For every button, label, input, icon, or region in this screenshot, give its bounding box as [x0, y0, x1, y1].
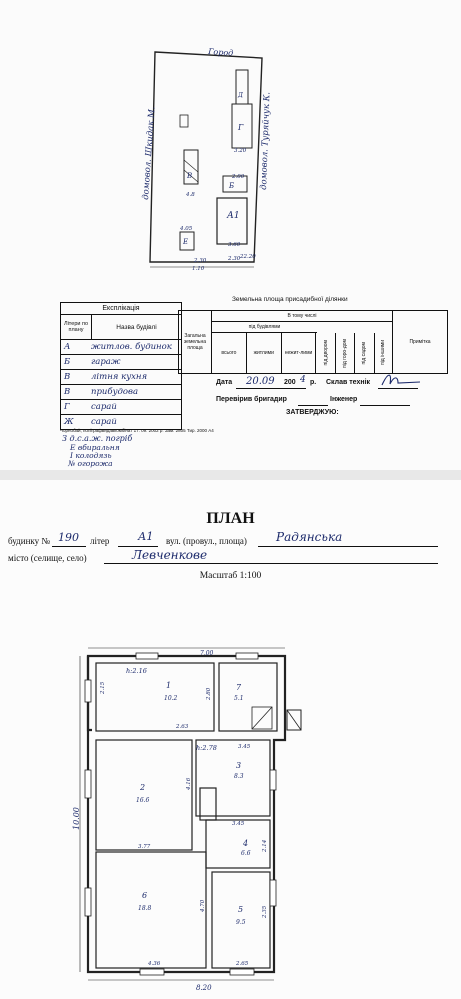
- dim-2-63: 2.63: [176, 724, 189, 730]
- row-letter: В: [64, 387, 71, 397]
- row-name: прибудова: [91, 387, 139, 397]
- letter-d: Д: [238, 92, 243, 99]
- extra-line-4: № огорожа: [68, 459, 113, 468]
- dim-3-60: 3.60: [228, 242, 241, 248]
- dim-4-70: 4.70: [200, 899, 206, 912]
- dim-v-label: 4.8: [186, 192, 195, 198]
- ceiling-h2: h:2.78: [196, 744, 217, 752]
- dim-22-20: 22.20: [240, 254, 256, 260]
- room-2-area: 16.6: [136, 797, 150, 804]
- row-name: гараж: [91, 357, 121, 367]
- date-value: 20.09: [246, 376, 275, 387]
- room-2-number: 2: [140, 783, 146, 792]
- room-7: [219, 663, 277, 731]
- room-4-area: 6.6: [241, 850, 251, 857]
- letter-e: Е: [183, 238, 189, 246]
- extra-line-3: І колодязь: [70, 451, 112, 460]
- dim-2-80: 2.80: [206, 687, 212, 700]
- total-height-dim: 10.00: [72, 807, 81, 830]
- room-2b: [200, 788, 216, 820]
- dim-3-20: 3.20: [234, 148, 247, 154]
- dim-3-45: 3.45: [238, 744, 251, 750]
- letter-label: літер: [90, 536, 110, 546]
- row-name: літня кухня: [91, 372, 148, 382]
- dim-side-2: 2.30: [194, 258, 207, 264]
- row-letter: Б: [64, 357, 71, 367]
- room-1-area: 10.2: [164, 695, 178, 702]
- city-value: Левченкове: [132, 548, 208, 562]
- row-letter: А: [64, 342, 71, 352]
- composed-label: Склав технік: [326, 379, 371, 386]
- window: [270, 770, 276, 790]
- dim-2-35: 2.35: [262, 905, 268, 918]
- window: [230, 969, 254, 975]
- ceiling-h1: h:2.16: [126, 667, 147, 675]
- letter-v: В: [187, 172, 193, 180]
- room-4-number: 4: [243, 839, 249, 848]
- top-width-dim: 7.00: [200, 650, 214, 657]
- col-total: Загальна земельна площа: [179, 311, 212, 373]
- extra-line-1: З д.с.а.ж. погріб: [62, 434, 133, 443]
- printer-line: Чорнобай, поліграфвидавкомбінат 17. 09. 2002 р. Зам. 2805 Тир. 2000 А4: [60, 428, 214, 433]
- dim-2-14: 2.14: [262, 839, 268, 852]
- col-other: під іншими: [380, 340, 387, 366]
- neighbor-left-label: домовол. Шкидак М.: [141, 106, 158, 201]
- room-5-area: 9.5: [236, 919, 246, 926]
- room-3-number: 3: [236, 761, 242, 770]
- col-name-header: Назва будівлі: [116, 323, 157, 331]
- window: [85, 888, 91, 916]
- col-orchard: під садом: [355, 333, 374, 373]
- room-4: [206, 820, 270, 868]
- street-field-label: вул. (провул., площа): [166, 536, 247, 546]
- row-name: житлов. будинок: [91, 342, 172, 352]
- house-number: 190: [58, 531, 79, 544]
- land-area-title: Земельна площа присадибної ділянки: [232, 296, 348, 303]
- dim-4-05: 4.05: [180, 226, 193, 232]
- total-width-dim: 8.20: [196, 984, 212, 992]
- letter-a1: А1: [227, 211, 240, 221]
- room-3-area: 8.3: [234, 773, 244, 780]
- window: [85, 770, 91, 798]
- house-label: будинку №: [8, 536, 50, 546]
- dim-3-77: 3.77: [138, 844, 151, 850]
- dim-2-30: 2.30: [228, 256, 241, 262]
- street-value: Радянська: [276, 530, 343, 544]
- room-1-number: 1: [166, 681, 172, 690]
- window: [136, 653, 158, 659]
- row-name: сарай: [91, 417, 117, 427]
- room-6-area: 18.8: [138, 905, 152, 912]
- year-end: р.: [310, 379, 317, 386]
- row-letter: Г: [64, 402, 70, 412]
- room-7-number: 7: [236, 683, 242, 692]
- room-2: [96, 740, 192, 850]
- letter-g: Г: [238, 123, 244, 132]
- plan-title: ПЛАН: [206, 510, 255, 527]
- street-label: Город: [207, 47, 234, 58]
- dim-2-65: 2.65: [236, 961, 249, 967]
- approve-label: ЗАТВЕРДЖУЮ:: [286, 409, 339, 416]
- year-suffix: 4: [300, 375, 306, 385]
- including-header: В тому числі: [212, 311, 392, 322]
- room-1: [96, 663, 214, 731]
- col-note: Примітка: [409, 339, 431, 345]
- dim-1-10: 1.10: [192, 266, 205, 272]
- engineer-label: Інженер: [330, 396, 358, 403]
- dim-3-45b: 3.45: [232, 821, 245, 827]
- dim-4-36: 4.36: [148, 961, 161, 967]
- outer-wall: [88, 656, 285, 972]
- window: [85, 680, 91, 702]
- room-7-area: 5.1: [234, 695, 244, 702]
- window: [270, 880, 276, 906]
- scale-text: Масштаб 1:100: [199, 571, 262, 581]
- letter-b: Б: [229, 182, 235, 190]
- row-letter: Ж: [64, 417, 74, 427]
- extra-line-2: Е вбиральня: [70, 443, 120, 452]
- col-yard: під двором: [316, 333, 335, 373]
- window: [236, 653, 258, 659]
- year-prefix: 200: [284, 379, 296, 386]
- row-letter: В: [64, 372, 71, 382]
- checked-label: Перевірив бригадир: [216, 396, 287, 403]
- window: [140, 969, 164, 975]
- col-residential: житлими: [247, 333, 282, 373]
- dim-4-16: 4.16: [186, 777, 192, 790]
- city-label: місто (селище, село): [8, 553, 87, 563]
- col-letter-header: Літери по плану: [61, 315, 92, 339]
- room-5-number: 5: [238, 905, 244, 914]
- dim-2-15: 2.15: [100, 681, 106, 694]
- explication-title: Експлікація: [61, 303, 181, 315]
- col-garden: під горо-дом: [336, 333, 355, 373]
- room-6-number: 6: [142, 891, 148, 900]
- row-name: сарай: [91, 402, 117, 412]
- letter-value: А1: [138, 530, 154, 543]
- under-buildings-header: під будівлями: [212, 322, 317, 333]
- col-nonresidential: нежит-лими: [282, 333, 317, 373]
- col-all: всього: [212, 333, 247, 373]
- dim-2-00: 2.00: [232, 174, 245, 180]
- neighbor-right-label: домовол. Туряйчук К.: [259, 91, 273, 191]
- date-label: Дата: [216, 379, 233, 386]
